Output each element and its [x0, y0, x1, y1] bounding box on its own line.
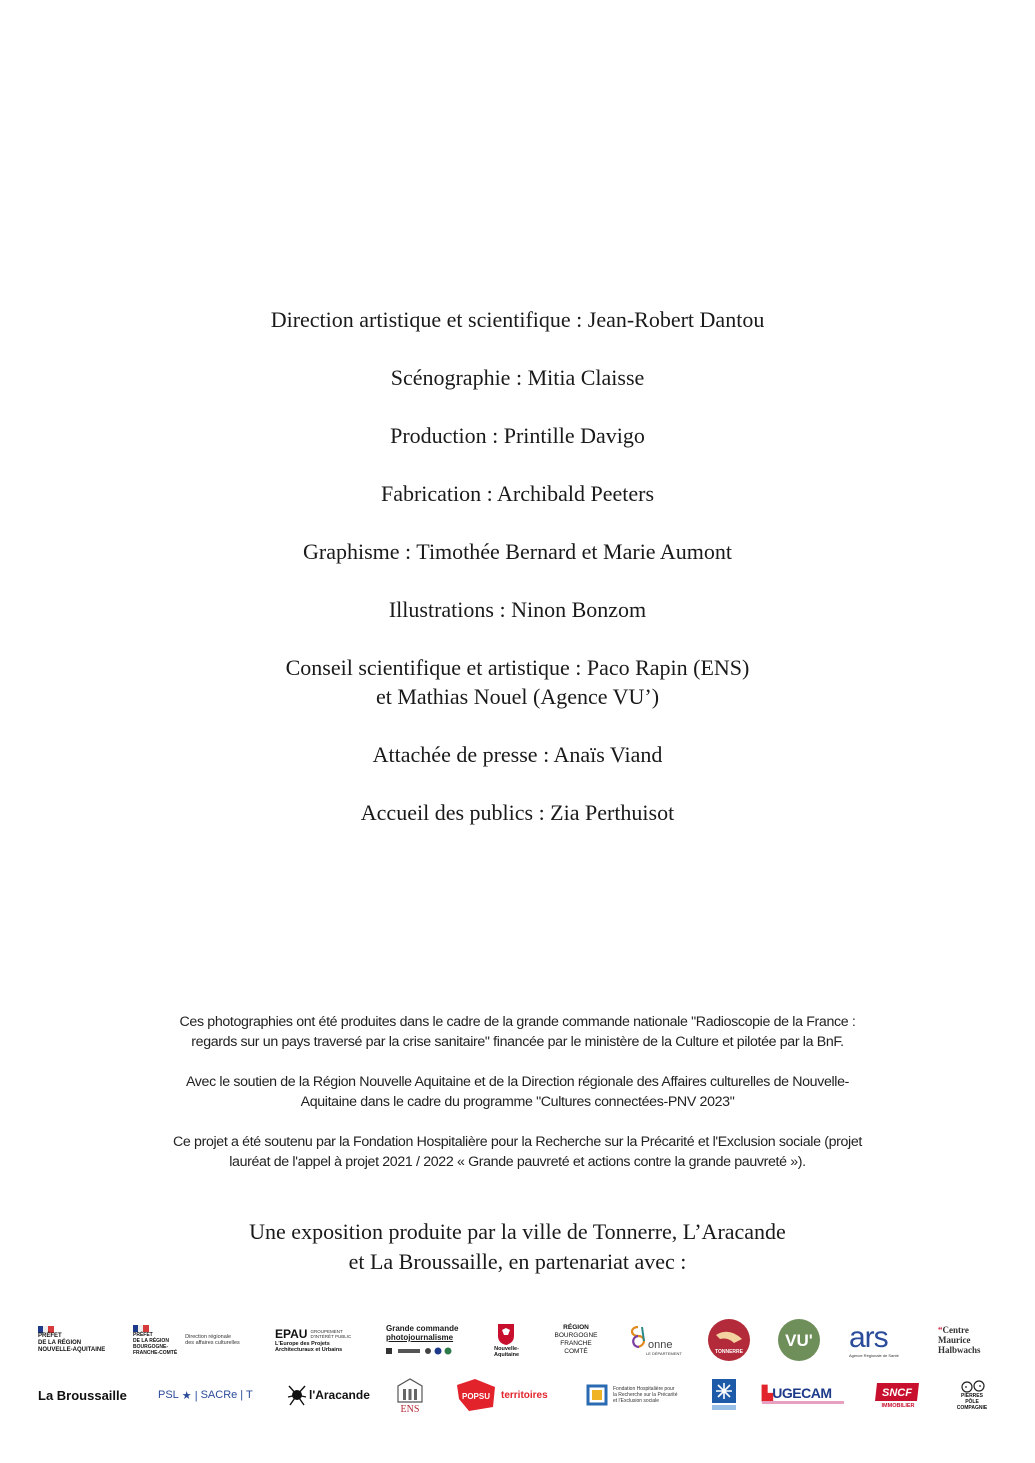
- credit-line: Attachée de presse : Anaïs Viand: [372, 742, 663, 767]
- funding-paragraph: [90, 1012, 945, 1052]
- credit-entry: [0, 595, 1035, 624]
- caf-logo: [712, 1370, 736, 1420]
- grande-commande-line-2: photojournalisme: [386, 1333, 454, 1342]
- prefet-bfc-line-1: PRÉFET: [133, 1331, 153, 1338]
- prefet-bfc-line-4: FRANCHE-COMTÉ: [133, 1349, 178, 1356]
- sncf-immobilier-logo: [874, 1370, 922, 1420]
- halbwachs-line-2: Maurice: [938, 1335, 971, 1345]
- pierres-pole-compagnie-logo: [953, 1370, 991, 1420]
- prefet-nouvelle-aquitaine-logo: [38, 1315, 105, 1365]
- pierres-faces-icon: [953, 1379, 991, 1393]
- yonne-89-icon: [628, 1323, 648, 1351]
- credit-entry: [0, 305, 1035, 334]
- ens-logo: [395, 1370, 425, 1420]
- tonnerre-emblem-icon: [706, 1317, 752, 1363]
- epau-sub-1: L'Europe des Projets: [275, 1340, 330, 1347]
- credit-entry: [0, 479, 1035, 508]
- epau-sub-2: Architecturaux et Urbains: [275, 1347, 343, 1353]
- epau-side-2: D'INTÉRÊT PUBLIC: [310, 1333, 352, 1339]
- credit-entry: [0, 537, 1035, 566]
- prefet-na-line-1: PRÉFET: [38, 1333, 62, 1339]
- prefet-na-line-3: NOUVELLE-AQUITAINE: [38, 1347, 106, 1353]
- popsu-shape-icon: [455, 1377, 499, 1413]
- centre-halbwachs-logo: “Centre Maurice Halbwachs: [938, 1325, 981, 1355]
- partner-logos-row-2: [0, 1370, 1035, 1420]
- region-bfc-line-1: RÉGION: [563, 1324, 589, 1331]
- funding-line: Ces photographies ont été produites dans le cadre de la grande commande nationale "Radioscopie de la France :: [179, 1014, 856, 1030]
- grande-commande-logo: [386, 1315, 466, 1365]
- psl-sacre-logo: PSL ★ | SACRe | T: [158, 1389, 253, 1402]
- funding-line: Avec le soutien de la Région Nouvelle Aquitaine et de la Direction régionale des Affaires culturelles de Nouvelle-: [185, 1074, 850, 1090]
- popsu-territoires-logo: [455, 1370, 548, 1420]
- ens-building-icon: [395, 1376, 425, 1404]
- popsu-territoires: territoires: [501, 1389, 548, 1401]
- funding-notes: [90, 1012, 945, 1192]
- pierres-line-3: COMPAGNIE: [956, 1405, 988, 1411]
- credit-line: Accueil des publics : Zia Perthuisot: [360, 800, 675, 825]
- funding-line: Ce projet a été soutenu par la Fondation Hospitalière pour la Recherche sur la Précarité et l'Exclusion sociale (projet: [173, 1134, 862, 1150]
- prefet-bfc-line-2: DE LA RÉGION: [133, 1337, 169, 1344]
- fondation-hospitaliere-logo: [586, 1370, 677, 1420]
- sncf-sub: IMMOBILIER: [881, 1403, 915, 1409]
- credit-line: Graphisme : Timothée Bernard et Marie Aumont: [303, 539, 732, 564]
- vu-circle-icon: [777, 1318, 821, 1362]
- prefet-bfc-line-3: BOURGOGNE-: [133, 1343, 168, 1350]
- ugecam-name: UGECAM: [772, 1385, 832, 1401]
- credit-entry: [0, 740, 1035, 769]
- aracande-logo: [287, 1370, 370, 1420]
- aracande-name: l'Aracande: [309, 1388, 370, 1402]
- caf-snowflake-icon: [712, 1379, 736, 1411]
- yonne-name: onne: [648, 1338, 673, 1351]
- credit-entry: [0, 363, 1035, 392]
- psl-name: PSL: [158, 1389, 179, 1401]
- la-broussaille-logo: [38, 1370, 127, 1420]
- prefet-bourgogne-logo: [133, 1315, 240, 1365]
- prefet-na-line-2: DE LA RÉGION: [38, 1340, 82, 1346]
- aracande-spider-icon: [287, 1383, 307, 1407]
- credit-entry: [0, 421, 1035, 450]
- credit-line: Fabrication : Archibald Peeters: [380, 481, 655, 506]
- halbwachs-line-3: Halbwachs: [938, 1345, 981, 1355]
- yonne-logo: [628, 1315, 682, 1365]
- credit-line: Scénographie : Mitia Claisse: [390, 365, 645, 390]
- ens-name: ENS: [400, 1403, 420, 1415]
- ugecam-logo: ▙UGECAM: [762, 1370, 844, 1420]
- region-bfc-line-4: COMTÉ: [564, 1348, 588, 1355]
- sncf-badge-icon: [874, 1381, 922, 1403]
- funding-line: regards sur un pays traversé par la crise sanitaire" financée par le ministère de la Culture et pilotée par la BnF.: [191, 1034, 844, 1050]
- credit-line: Illustrations : Ninon Bonzom: [388, 597, 647, 622]
- funding-line: lauréat de l'appel à projet 2021 / 2022 « Grande pauvreté et actions contre la grande pauvreté »).: [229, 1154, 806, 1170]
- nouvelle-aquitaine-logo: [494, 1315, 519, 1365]
- pierres-line-1: PIERRES: [961, 1393, 983, 1399]
- popsu-mark: POPSU: [461, 1392, 491, 1401]
- credit-line: Conseil scientifique et artistique : Paco Rapin (ENS): [285, 655, 750, 680]
- credit-line: Direction artistique et scientifique : Jean-Robert Dantou: [270, 307, 765, 332]
- ars-logo: [849, 1315, 899, 1365]
- halbwachs-line-1: Centre: [942, 1325, 969, 1335]
- grande-commande-line-1: Grande commande: [386, 1324, 459, 1333]
- region-bfc-line-3: FRANCHE: [560, 1340, 592, 1347]
- broussaille-name: La Broussaille: [38, 1387, 127, 1403]
- region-bfc-logo: [550, 1315, 602, 1365]
- fondation-line-2: la Recherche sur la Précarité: [613, 1391, 678, 1398]
- sncf-label: SNCF: [882, 1387, 912, 1399]
- tonnerre-label: TONNERRE: [715, 1349, 743, 1355]
- fondation-square-icon: [586, 1384, 608, 1406]
- fondation-line-1: Fondation Hospitalière pour: [613, 1385, 675, 1392]
- credit-line: Production : Printille Davigo: [390, 423, 645, 448]
- exhibition-statement: [0, 1217, 1035, 1277]
- funding-paragraph: [90, 1072, 945, 1112]
- yonne-sub: LE DÉPARTEMENT: [646, 1350, 682, 1356]
- ars-name: ars: [849, 1320, 888, 1354]
- sacre-name: SACRe: [200, 1389, 238, 1401]
- fondation-line-3: et l'Exclusion sociale: [613, 1398, 659, 1405]
- epau-name: EPAU: [275, 1326, 308, 1341]
- funding-line: Aquitaine dans le cadre du programme "Cultures connectées-PNV 2023": [300, 1094, 735, 1110]
- agence-vu-logo: [777, 1315, 821, 1365]
- nouvelle-aquitaine-shield-icon: [494, 1322, 518, 1346]
- epau-logo: [275, 1315, 351, 1365]
- exhibition-line-2: et La Broussaille, en partenariat avec :: [348, 1249, 687, 1274]
- nouvelle-aquitaine-line-2: Aquitaine: [494, 1352, 520, 1358]
- nouvelle-aquitaine-line-1: Nouvelle-: [494, 1346, 519, 1352]
- pierres-line-2: PÔLE: [965, 1399, 979, 1405]
- vu-label: VU': [785, 1331, 813, 1350]
- partner-mini-icons: [386, 1346, 466, 1356]
- credit-entry: [0, 798, 1035, 827]
- credit-line: et Mathias Nouel (Agence VU’): [375, 684, 660, 709]
- ars-sub: Agence Régionale de Santé: [849, 1352, 899, 1358]
- drac-line-1: Direction régionale: [185, 1333, 232, 1340]
- partner-logos-row-1: [0, 1315, 1035, 1365]
- tonnerre-logo: [706, 1315, 752, 1365]
- drac-line-2: des affaires culturelles: [185, 1340, 240, 1346]
- credit-entry: [0, 653, 1035, 711]
- credits-list: [0, 305, 1035, 856]
- exhibition-line-1: Une exposition produite par la ville de Tonnerre, L’Aracande: [249, 1219, 786, 1244]
- epau-side-1: GROUPEMENT: [310, 1328, 343, 1334]
- funding-paragraph: [90, 1132, 945, 1172]
- region-bfc-line-2: BOURGOGNE: [554, 1332, 598, 1339]
